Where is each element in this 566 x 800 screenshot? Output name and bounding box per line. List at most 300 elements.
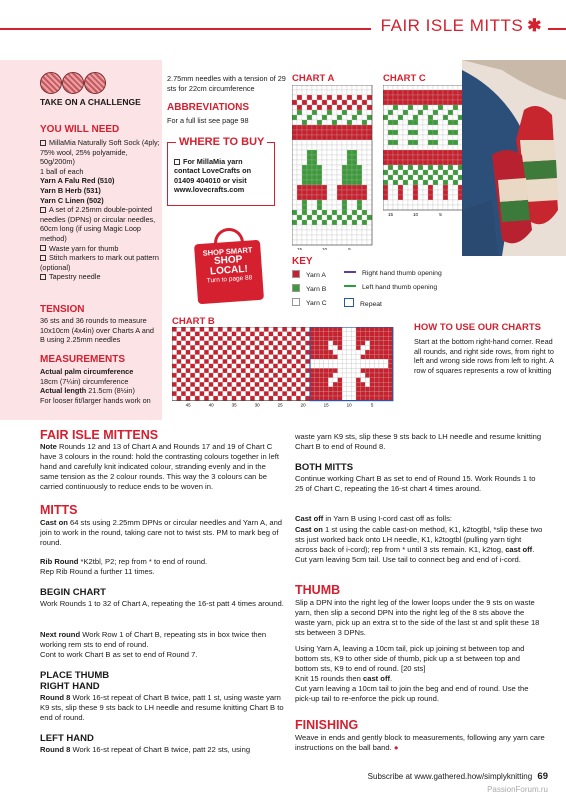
chart-a-cell — [357, 185, 362, 190]
chart-c-cell — [423, 145, 428, 150]
chart-b-cell — [209, 341, 214, 346]
chart-a-cell — [317, 130, 322, 135]
chart-c-title: CHART C — [383, 73, 426, 84]
chart-b-cell — [232, 341, 237, 346]
chart-b-cell — [186, 359, 191, 364]
chart-b-cell — [172, 373, 177, 378]
chart-b-cell — [328, 336, 333, 341]
chart-c-cell — [443, 125, 448, 130]
bag-line-2: SHOP LOCAL! — [209, 254, 249, 278]
chart-a-cell — [347, 125, 352, 130]
chart-b-cell — [388, 350, 393, 355]
chart-b-cell — [333, 345, 338, 350]
chart-b-cell — [374, 359, 379, 364]
chart-b-cell — [328, 341, 333, 346]
chart-b-cell — [200, 387, 205, 392]
chart-b-cell — [181, 327, 186, 332]
chart-c-cell — [428, 95, 433, 100]
chart-c-cell — [408, 180, 413, 185]
chart-a-cell — [307, 205, 312, 210]
chart-b-cell — [213, 345, 218, 350]
chart-c-cell — [413, 100, 418, 105]
chart-b-cell — [356, 336, 361, 341]
chart-b-cell — [324, 368, 329, 373]
chart-a-cell — [337, 160, 342, 165]
chart-b-cell — [259, 355, 264, 360]
chart-b-cell — [333, 327, 338, 332]
chart-a-cell — [347, 230, 352, 235]
chart-b-cell — [342, 336, 347, 341]
chart-c-cell — [408, 95, 413, 100]
chart-b-cell — [351, 341, 356, 346]
chart-a-cell — [307, 105, 312, 110]
chart-b-cell — [227, 396, 232, 401]
chart-b-cell — [296, 382, 301, 387]
chart-a-cell — [312, 180, 317, 185]
chart-b-cell — [204, 350, 209, 355]
chart-a-cell — [312, 215, 317, 220]
chart-b-cell — [328, 378, 333, 383]
chart-c-cell — [443, 190, 448, 195]
chart-c-cell — [393, 125, 398, 130]
chart-b-cell — [241, 373, 246, 378]
chart-b-cell — [190, 382, 195, 387]
chart-b-cell — [374, 396, 379, 401]
chart-b-cell — [374, 355, 379, 360]
chart-c-cell — [423, 170, 428, 175]
length-label: Actual length — [40, 386, 87, 396]
chart-b-cell — [232, 387, 237, 392]
chart-b-cell — [315, 378, 320, 383]
chart-a-cell — [332, 190, 337, 195]
chart-b-cell — [347, 391, 352, 396]
chart-c-cell — [398, 110, 403, 115]
chart-a-cell — [322, 215, 327, 220]
chart-b-cell — [246, 332, 251, 337]
chart-b-cell — [195, 373, 200, 378]
chart-b-cell — [172, 355, 177, 360]
chart-a-cell — [342, 90, 347, 95]
chart-b-cell — [287, 345, 292, 350]
chart-b-cell — [305, 364, 310, 369]
chart-a-cell — [317, 185, 322, 190]
chart-a-cell — [332, 105, 337, 110]
chart-c-cell — [403, 190, 408, 195]
chart-b-cell — [232, 359, 237, 364]
chart-c-cell — [438, 165, 443, 170]
chart-b-cell — [379, 332, 384, 337]
chart-b-cell — [236, 378, 241, 383]
chart-a-cell — [332, 175, 337, 180]
chart-b-cell — [259, 382, 264, 387]
chart-c-cell — [448, 120, 453, 125]
chart-c-cell — [428, 130, 433, 135]
chart-a-cell — [362, 155, 367, 160]
chart-b-cell — [365, 387, 370, 392]
chart-a-cell — [297, 240, 302, 245]
both-mitts-paragraph: Continue working Chart B as set to end of Round 15. Work Rounds 1 to 25 of Chart C, repeating the 16-st chart 4 times around. — [295, 474, 536, 493]
chart-b-cell — [246, 364, 251, 369]
chart-c-cell — [398, 205, 403, 210]
chart-b-cell — [246, 341, 251, 346]
chart-a-cell — [292, 95, 297, 100]
tension-heading: TENSION — [40, 304, 85, 315]
chart-b-cell — [338, 378, 343, 383]
chart-b-cell — [236, 382, 241, 387]
chart-a-cell — [327, 100, 332, 105]
chart-a-cell — [337, 215, 342, 220]
chart-c-cell — [398, 120, 403, 125]
chart-a-cell — [302, 165, 307, 170]
chart-a-cell — [317, 115, 322, 120]
chart-c-cell — [398, 165, 403, 170]
cast-on-paragraph: Cast on 64 sts using 2.25mm DPNs or circular needles and Yarn A, and join to work in the round, taking care not to twist sts. PM to mark beg of round. — [40, 518, 283, 547]
chart-a-cell — [357, 215, 362, 220]
chart-a-cell — [312, 195, 317, 200]
chart-b-cell — [177, 327, 182, 332]
chart-c-cell — [403, 105, 408, 110]
left-hand-paragraph: Round 8 Work 16-st repeat of Chart B twice, patt 22 sts, using — [40, 745, 251, 754]
chart-b-cell — [282, 350, 287, 355]
chart-c-cell — [433, 125, 438, 130]
chart-b-cell — [342, 327, 347, 332]
chart-b-cell — [310, 336, 315, 341]
chart-b-cell — [379, 364, 384, 369]
chart-b-cell — [218, 382, 223, 387]
chart-b-cell — [209, 387, 214, 392]
chart-b-cell — [209, 391, 214, 396]
chart-c-cell — [403, 135, 408, 140]
chart-b-cell — [319, 364, 324, 369]
chart-a-cell — [362, 220, 367, 225]
chart-b-cell — [351, 364, 356, 369]
chart-a-cell — [302, 235, 307, 240]
chart-a-cell — [302, 95, 307, 100]
measurements-heading: MEASUREMENTS — [40, 354, 126, 365]
chart-a-cell — [342, 170, 347, 175]
chart-b-cell — [264, 341, 269, 346]
chart-b-cell — [181, 345, 186, 350]
chart-b-cell — [223, 336, 228, 341]
chart-a-cell — [357, 100, 362, 105]
chart-a-cell — [307, 95, 312, 100]
chart-a-cell — [362, 100, 367, 105]
chart-b-cell — [296, 332, 301, 337]
chart-a-cell — [322, 130, 327, 135]
chart-a-cell — [367, 200, 372, 205]
chart-c-cell — [433, 100, 438, 105]
chart-c-cell — [393, 105, 398, 110]
chart-a-cell — [292, 130, 297, 135]
chart-a-cell — [352, 185, 357, 190]
chart-b-cell — [177, 359, 182, 364]
chart-b-cell — [287, 364, 292, 369]
chart-b-cell — [259, 368, 264, 373]
materials-item: Stitch markers to mark out pattern (optional) — [40, 253, 159, 272]
chart-a-cell — [292, 195, 297, 200]
chart-a-cell — [332, 220, 337, 225]
chart-b-cell — [241, 359, 246, 364]
chart-a-cell — [352, 205, 357, 210]
chart-c-cell — [453, 165, 458, 170]
chart-c-cell — [403, 140, 408, 145]
chart-b-cell — [347, 336, 352, 341]
chart-b-cell — [204, 396, 209, 401]
chart-c-cell — [383, 105, 388, 110]
chart-c-cell — [453, 170, 458, 175]
chart-a-cell — [317, 205, 322, 210]
chart-a-cell — [352, 145, 357, 150]
chart-c-cell — [398, 155, 403, 160]
chart-b-cell — [361, 336, 366, 341]
chart-a-cell — [317, 175, 322, 180]
chart-a-cell — [307, 235, 312, 240]
chart-b-cell — [241, 341, 246, 346]
chart-a-cell — [297, 135, 302, 140]
chart-b-cell — [232, 345, 237, 350]
chart-b-cell — [301, 341, 306, 346]
chart-c-cell — [438, 130, 443, 135]
chart-c-cell — [443, 165, 448, 170]
chart-b-cell — [223, 391, 228, 396]
chart-a-cell — [307, 150, 312, 155]
chart-b-cell — [301, 345, 306, 350]
chart-c-cell — [383, 125, 388, 130]
chart-b-cell — [370, 336, 375, 341]
chart-c-cell — [428, 100, 433, 105]
chart-c-cell — [453, 195, 458, 200]
chart-a-cell — [337, 230, 342, 235]
chart-b-cell — [356, 391, 361, 396]
chart-c-x-label: 15 — [387, 212, 394, 217]
chart-b-cell — [292, 327, 297, 332]
chart-c-cell — [438, 160, 443, 165]
chart-b-cell — [333, 350, 338, 355]
chart-b-cell — [181, 341, 186, 346]
chart-a-cell — [337, 175, 342, 180]
chart-b-cell — [236, 373, 241, 378]
chart-a-cell — [337, 140, 342, 145]
chart-b-cell — [259, 327, 264, 332]
chart-c-cell — [433, 205, 438, 210]
chart-a-cell — [327, 240, 332, 245]
chart-c-cell — [443, 115, 448, 120]
chart-a-cell — [327, 115, 332, 120]
chart-c-cell — [433, 110, 438, 115]
chart-b-cell — [292, 368, 297, 373]
chart-a-cell — [347, 205, 352, 210]
chart-b-cell — [186, 336, 191, 341]
chart-a-cell — [347, 110, 352, 115]
chart-b-cell — [315, 355, 320, 360]
chart-b-cell — [324, 391, 329, 396]
chart-c-cell — [398, 95, 403, 100]
chart-a-cell — [297, 225, 302, 230]
begin-chart-paragraph: Work Rounds 1 to 32 of Chart A, repeating the 16-st patt 4 times around. — [40, 599, 284, 608]
chart-a-cell — [352, 240, 357, 245]
chart-b-cell — [342, 350, 347, 355]
chart-b-cell — [338, 382, 343, 387]
chart-c-cell — [413, 185, 418, 190]
chart-b-cell — [227, 327, 232, 332]
mid-column — [167, 74, 287, 126]
chart-b-cell — [232, 391, 237, 396]
chart-a-cell — [352, 225, 357, 230]
chart-a-cell — [292, 155, 297, 160]
chart-b-cell — [278, 378, 283, 383]
chart-a-cell — [347, 185, 352, 190]
chart-c-cell — [408, 115, 413, 120]
chart-a-cell — [337, 135, 342, 140]
chart-b-cell — [250, 350, 255, 355]
chart-a-cell — [317, 125, 322, 130]
chart-a-cell — [297, 110, 302, 115]
chart-b-cell — [181, 368, 186, 373]
chart-a-cell — [317, 200, 322, 205]
chart-c-cell — [388, 95, 393, 100]
chart-a-cell — [347, 115, 352, 120]
chart-c-cell — [403, 130, 408, 135]
chart-c-cell — [403, 85, 408, 90]
shop-local-bag-icon — [196, 228, 262, 302]
chart-a-cell — [342, 95, 347, 100]
chart-b-cell — [370, 345, 375, 350]
chart-a-cell — [297, 130, 302, 135]
chart-b-cell — [223, 364, 228, 369]
chart-b-x-label: 40 — [208, 402, 214, 408]
chart-b-cell — [186, 373, 191, 378]
chart-a-cell — [357, 180, 362, 185]
chart-c-cell — [418, 165, 423, 170]
chart-a-cell — [342, 200, 347, 205]
chart-b-cell — [361, 327, 366, 332]
chart-b-cell — [172, 336, 177, 341]
chart-b-cell — [195, 368, 200, 373]
chart-a-cell — [367, 230, 372, 235]
chart-a-cell — [347, 200, 352, 205]
chart-b-cell — [213, 336, 218, 341]
chart-b-cell — [296, 336, 301, 341]
chart-a-cell — [322, 225, 327, 230]
chart-b-cell — [264, 391, 269, 396]
finishing-heading: FINISHING — [295, 718, 359, 732]
chart-b-cell — [250, 368, 255, 373]
chart-c-cell — [443, 195, 448, 200]
chart-a-cell — [292, 180, 297, 185]
chart-c-cell — [408, 190, 413, 195]
chart-b-cell — [388, 341, 393, 346]
chart-c-cell — [393, 200, 398, 205]
chart-a-cell — [342, 185, 347, 190]
chart-c-cell — [388, 140, 393, 145]
chart-b-cell — [255, 345, 260, 350]
chart-c-cell — [423, 95, 428, 100]
chart-c-cell — [428, 175, 433, 180]
chart-b-cell — [236, 396, 241, 401]
chart-c-cell — [393, 150, 398, 155]
chart-c-cell — [393, 180, 398, 185]
chart-b-cell — [342, 332, 347, 337]
chart-a-cell — [322, 135, 327, 140]
chart-a-cell — [302, 130, 307, 135]
chart-b-cell — [259, 373, 264, 378]
chart-c-cell — [443, 105, 448, 110]
chart-b-cell — [177, 396, 182, 401]
chart-c-cell — [408, 105, 413, 110]
chart-c-cell — [388, 125, 393, 130]
chart-c-cell — [383, 100, 388, 105]
chart-b-cell — [365, 345, 370, 350]
chart-c-cell — [408, 145, 413, 150]
chart-b-cell — [255, 341, 260, 346]
palm-value: 18cm (7¼in) circumference — [40, 376, 129, 386]
chart-a-cell — [297, 215, 302, 220]
chart-b-cell — [351, 336, 356, 341]
chart-a-cell — [337, 165, 342, 170]
chart-a-cell — [367, 165, 372, 170]
chart-b-cell — [305, 396, 310, 401]
chart-b-cell — [236, 391, 241, 396]
chart-b-cell — [250, 378, 255, 383]
chart-b-cell — [365, 350, 370, 355]
chart-b-cell — [305, 359, 310, 364]
chart-b-cell — [209, 373, 214, 378]
thumb-paragraph-2: Using Yarn A, leaving a 10cm tail, pick up joining st between top and bottom sts, K9 to other side of thumb, pick up a st between top and bottom sts, K9 to end of round. [20 sts] — [295, 644, 525, 673]
chart-c-cell — [438, 195, 443, 200]
chart-b-cell — [223, 327, 228, 332]
chart-b-cell — [370, 350, 375, 355]
chart-a-cell — [357, 210, 362, 215]
chart-b-cell — [227, 336, 232, 341]
chart-a-cell — [312, 170, 317, 175]
chart-c-cell — [393, 160, 398, 165]
chart-b-cell — [292, 364, 297, 369]
chart-c-cell — [443, 205, 448, 210]
chart-b-cell — [319, 396, 324, 401]
chart-c-cell — [448, 150, 453, 155]
chart-a-cell — [362, 105, 367, 110]
chart-c-cell — [438, 100, 443, 105]
watermark: PassionForum.ru — [487, 785, 548, 794]
chart-a-cell — [337, 155, 342, 160]
chart-a-cell — [297, 125, 302, 130]
chart-b-cell — [232, 396, 237, 401]
chart-b-cell — [310, 387, 315, 392]
chart-c-cell — [413, 150, 418, 155]
chart-b-cell — [370, 359, 375, 364]
chart-b-cell — [351, 387, 356, 392]
chart-b-cell — [328, 355, 333, 360]
chart-b-cell — [255, 396, 260, 401]
chart-a-cell — [302, 85, 307, 90]
chart-a-cell — [352, 90, 357, 95]
chart-b-cell — [218, 391, 223, 396]
chart-a-cell — [337, 125, 342, 130]
chart-a-cell — [337, 120, 342, 125]
chart-a-cell — [327, 210, 332, 215]
chart-a-cell — [302, 150, 307, 155]
chart-a-cell — [352, 130, 357, 135]
chart-a-cell — [312, 205, 317, 210]
chart-a-cell — [342, 115, 347, 120]
chart-c-cell — [388, 115, 393, 120]
chart-b-cell — [204, 345, 209, 350]
chart-c-cell — [388, 175, 393, 180]
chart-c-cell — [413, 145, 418, 150]
chart-b-cell — [315, 345, 320, 350]
chart-c-cell — [403, 200, 408, 205]
chart-a-cell — [307, 100, 312, 105]
